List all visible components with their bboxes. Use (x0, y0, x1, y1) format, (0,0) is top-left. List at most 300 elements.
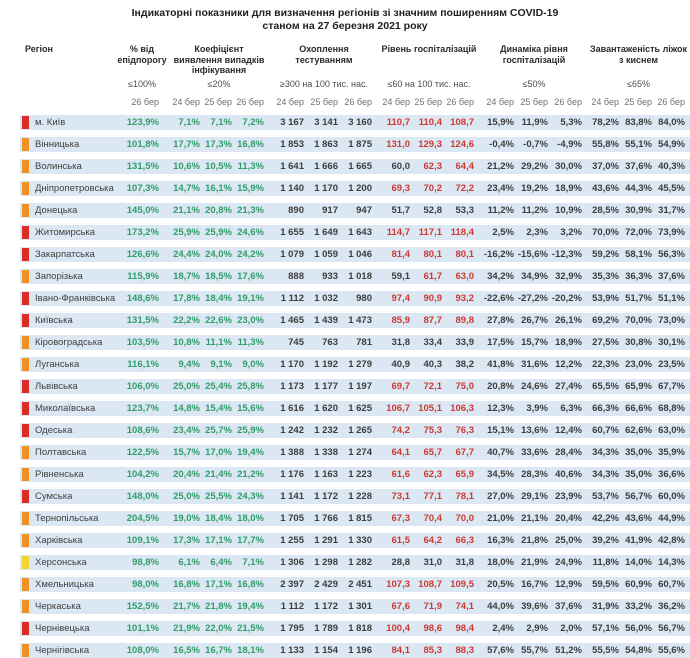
hospitalization-dynamics-value: 10,9% (555, 204, 582, 216)
hospitalization-rate-value: 81,4 (391, 248, 410, 260)
region-name: Донецька (35, 204, 78, 216)
hospitalization-dynamics-value: 20,5% (487, 578, 514, 590)
hospitalization-rate-value: 77,1 (423, 490, 442, 502)
detection-coefficient-value: 24,0% (205, 248, 232, 260)
detection-coefficient-value: 24,2% (237, 248, 264, 260)
table-row (20, 489, 690, 504)
table-row (20, 137, 690, 152)
hospitalization-dynamics-value: 21,1% (521, 512, 548, 524)
hospitalization-rate-value: 51,7 (391, 204, 410, 216)
oxygen-beds-occupancy-value: 84,0% (658, 116, 685, 128)
hospitalization-rate-value: 107,3 (386, 578, 410, 590)
hospitalization-dynamics-value: 12,4% (555, 424, 582, 436)
hospitalization-rate-value: 124,6 (450, 138, 474, 150)
testing-coverage-value: 1 655 (280, 226, 304, 238)
table-row (20, 401, 690, 416)
epidemic-threshold-value: 101,8% (126, 138, 159, 150)
hospitalization-rate-value: 64,1 (391, 446, 410, 458)
table-row (20, 621, 690, 636)
region-name: Миколаївська (35, 402, 96, 414)
detection-coefficient-value: 15,6% (237, 402, 264, 414)
hospitalization-dynamics-value: 32,9% (555, 270, 582, 282)
oxygen-beds-occupancy-value: 30,9% (625, 204, 652, 216)
table-row (20, 379, 690, 394)
oxygen-beds-occupancy-value: 14,0% (625, 556, 652, 568)
region-name: Вінницька (35, 138, 80, 150)
region-name: Сумська (35, 490, 73, 502)
testing-coverage-value: 745 (288, 336, 304, 348)
oxygen-beds-occupancy-value: 30,1% (658, 336, 685, 348)
hospitalization-dynamics-value: 37,6% (555, 600, 582, 612)
testing-coverage-value: 3 167 (280, 116, 304, 128)
detection-coefficient-value: 16,8% (237, 578, 264, 590)
hospitalization-dynamics-value: 33,6% (521, 446, 548, 458)
table-header (0, 44, 690, 107)
table-row (20, 313, 690, 328)
detection-coefficient-value: 18,4% (205, 512, 232, 524)
detection-coefficient-value: 15,4% (205, 402, 232, 414)
testing-coverage-value: 917 (322, 204, 338, 216)
column-header-testing-coverage: Охоплення тестуванням (295, 44, 353, 65)
date-column-header: 24 бер (276, 96, 304, 107)
hospitalization-rate-value: 61,7 (423, 270, 442, 282)
epidemic-threshold-value: 152,5% (126, 600, 159, 612)
region-risk-marker-orange (22, 270, 29, 283)
page-title-line1: Індикаторні показники для визначення регіонів зі значним поширенням COVID-19 (131, 7, 559, 19)
detection-coefficient-value: 24,4% (173, 248, 200, 260)
hospitalization-rate-value: 38,2 (455, 358, 474, 370)
epidemic-threshold-value: 108,0% (126, 644, 159, 656)
hospitalization-dynamics-value: 18,9% (555, 182, 582, 194)
hospitalization-rate-value: 87,7 (423, 314, 442, 326)
testing-coverage-value: 1 766 (314, 512, 338, 524)
detection-coefficient-value: 7,2% (242, 116, 264, 128)
hospitalization-rate-value: 84,1 (391, 644, 410, 656)
testing-coverage-value: 1 170 (280, 358, 304, 370)
detection-coefficient-value: 21,2% (237, 468, 264, 480)
testing-coverage-value: 890 (288, 204, 304, 216)
testing-coverage-value: 1 274 (348, 446, 372, 458)
epidemic-threshold-value: 148,0% (126, 490, 159, 502)
detection-coefficient-value: 17,1% (205, 534, 232, 546)
testing-coverage-value: 1 473 (348, 314, 372, 326)
detection-coefficient-value: 24,3% (237, 490, 264, 502)
testing-coverage-value: 1 172 (314, 600, 338, 612)
hospitalization-rate-value: 64,2 (423, 534, 442, 546)
region-risk-marker-orange (22, 204, 29, 217)
testing-coverage-value: 1 112 (280, 292, 304, 304)
hospitalization-rate-value: 61,6 (391, 468, 410, 480)
region-risk-marker-orange (22, 336, 29, 349)
testing-coverage-value: 1 705 (280, 512, 304, 524)
testing-coverage-value: 1 141 (280, 490, 304, 502)
detection-coefficient-value: 17,3% (173, 534, 200, 546)
hospitalization-dynamics-value: 20,8% (487, 380, 514, 392)
hospitalization-rate-value: 28,8 (391, 556, 410, 568)
epidemic-threshold-value: 108,6% (126, 424, 159, 436)
detection-coefficient-value: 25,9% (237, 424, 264, 436)
testing-coverage-value: 763 (322, 336, 338, 348)
page-title-line2: станом на 27 березня 2021 року (262, 20, 428, 32)
detection-coefficient-value: 17,8% (173, 292, 200, 304)
hospitalization-dynamics-value: 28,3% (521, 468, 548, 480)
oxygen-beds-occupancy-value: 31,9% (592, 600, 619, 612)
oxygen-beds-occupancy-value: 59,5% (592, 578, 619, 590)
testing-coverage-value: 2 451 (348, 578, 372, 590)
table-row (20, 511, 690, 526)
detection-coefficient-value: 6,4% (210, 556, 232, 568)
oxygen-beds-occupancy-value: 22,3% (592, 358, 619, 370)
region-name: Черкаська (35, 600, 81, 612)
oxygen-beds-occupancy-value: 57,1% (592, 622, 619, 634)
detection-coefficient-value: 25,7% (205, 424, 232, 436)
oxygen-beds-occupancy-value: 60,7% (592, 424, 619, 436)
testing-coverage-value: 888 (288, 270, 304, 282)
hospitalization-dynamics-value: 25,0% (555, 534, 582, 546)
hospitalization-rate-value: 131,0 (386, 138, 410, 150)
oxygen-beds-occupancy-value: 23,0% (625, 358, 652, 370)
region-name: Кіровоградська (35, 336, 103, 348)
table-body (0, 115, 690, 658)
detection-coefficient-value: 19,1% (237, 292, 264, 304)
testing-coverage-value: 1 223 (348, 468, 372, 480)
hospitalization-rate-value: 90,9 (423, 292, 442, 304)
hospitalization-dynamics-value: 12,2% (555, 358, 582, 370)
region-name: Полтавська (35, 446, 87, 458)
hospitalization-rate-value: 110,4 (418, 116, 442, 128)
hospitalization-rate-value: 69,3 (391, 182, 410, 194)
oxygen-beds-occupancy-value: 66,3% (592, 402, 619, 414)
hospitalization-rate-value: 85,9 (391, 314, 410, 326)
testing-coverage-value: 1 173 (280, 380, 304, 392)
detection-coefficient-value: 25,9% (205, 226, 232, 238)
detection-coefficient-value: 21,7% (173, 600, 200, 612)
hospitalization-dynamics-value: -22,6% (483, 292, 514, 304)
epidemic-threshold-value: 123,7% (126, 402, 159, 414)
hospitalization-dynamics-value: 31,6% (521, 358, 548, 370)
table-row (20, 467, 690, 482)
hospitalization-dynamics-value: -4,9% (557, 138, 582, 150)
region-risk-marker-orange (22, 446, 29, 459)
column-header-hospitalization-dynamics: Динаміка рівня госпіталізацій (500, 44, 568, 65)
hospitalization-dynamics-value: 2,9% (526, 622, 548, 634)
hospitalization-rate-value: 62,3 (423, 468, 442, 480)
table-row (20, 181, 690, 196)
oxygen-beds-occupancy-value: 30,8% (625, 336, 652, 348)
hospitalization-dynamics-value: 16,3% (487, 534, 514, 546)
detection-coefficient-value: 19,0% (173, 512, 200, 524)
epidemic-threshold-value: 126,6% (126, 248, 159, 260)
hospitalization-rate-value: 33,9 (455, 336, 474, 348)
detection-coefficient-value: 9,4% (178, 358, 200, 370)
testing-coverage-value: 1 338 (314, 446, 338, 458)
hospitalization-rate-value: 66,3 (455, 534, 474, 546)
hospitalization-dynamics-value: 26,7% (521, 314, 548, 326)
region-risk-marker-orange (22, 468, 29, 481)
table-row (20, 357, 690, 372)
detection-coefficient-value: 7,1% (210, 116, 232, 128)
region-risk-marker-orange (22, 644, 29, 657)
detection-coefficient-value: 11,3% (237, 160, 264, 172)
column-header-detection-coefficient: Коефіцієнт виявлення випадків інфікування (173, 44, 265, 75)
testing-coverage-value: 1 255 (280, 534, 304, 546)
region-name: Тернопільська (35, 512, 99, 524)
column-header-oxygen-beds: Завантаженість ліжок з киснем (590, 44, 687, 65)
table-row (20, 335, 690, 350)
hospitalization-rate-value: 52,8 (423, 204, 442, 216)
testing-coverage-value: 980 (356, 292, 372, 304)
hospitalization-rate-value: 62,3 (423, 160, 442, 172)
testing-coverage-value: 933 (322, 270, 338, 282)
hospitalization-dynamics-value: 16,7% (521, 578, 548, 590)
hospitalization-dynamics-value: 17,5% (487, 336, 514, 348)
region-name: Одеська (35, 424, 73, 436)
date-column-header: 24 бер (591, 96, 619, 107)
region-risk-marker-red (22, 292, 29, 305)
oxygen-beds-occupancy-value: 55,8% (592, 138, 619, 150)
testing-coverage-value: 1 795 (280, 622, 304, 634)
region-name: Запорізька (35, 270, 83, 282)
table-row (20, 555, 690, 570)
detection-coefficient-value: 11,3% (237, 336, 264, 348)
hospitalization-dynamics-value: 39,6% (521, 600, 548, 612)
region-name: Луганська (35, 358, 80, 370)
region-risk-marker-orange (22, 182, 29, 195)
testing-coverage-value: 1 863 (314, 138, 338, 150)
hospitalization-rate-value: 33,4 (423, 336, 442, 348)
detection-coefficient-value: 10,5% (205, 160, 232, 172)
detection-coefficient-value: 14,8% (173, 402, 200, 414)
hospitalization-rate-value: 53,3 (455, 204, 474, 216)
epidemic-threshold-value: 116,1% (127, 358, 159, 370)
detection-coefficient-value: 16,8% (237, 138, 264, 150)
testing-coverage-value: 1 172 (314, 490, 338, 502)
epidemic-threshold-value: 115,9% (127, 270, 159, 282)
epidemic-threshold-value: 131,5% (126, 160, 159, 172)
oxygen-beds-occupancy-value: 27,5% (592, 336, 619, 348)
hospitalization-rate-value: 98,6 (423, 622, 442, 634)
oxygen-beds-occupancy-value: 55,1% (625, 138, 652, 150)
testing-coverage-value: 1 291 (314, 534, 338, 546)
hospitalization-rate-value: 64,4 (455, 160, 474, 172)
region-name: Івано-Франківська (35, 292, 116, 304)
testing-coverage-value: 1 032 (314, 292, 338, 304)
hospitalization-rate-value: 129,3 (418, 138, 442, 150)
hospitalization-rate-value: 67,6 (391, 600, 410, 612)
testing-coverage-value: 1 306 (280, 556, 304, 568)
hospitalization-rate-value: 75,0 (455, 380, 474, 392)
region-risk-marker-orange (22, 138, 29, 151)
region-risk-marker-red (22, 424, 29, 437)
date-column-header: 24 бер (486, 96, 514, 107)
testing-coverage-value: 1 242 (280, 424, 304, 436)
testing-coverage-value: 1 282 (348, 556, 372, 568)
detection-coefficient-value: 19,4% (237, 446, 264, 458)
hospitalization-dynamics-value: 11,9% (521, 116, 548, 128)
hospitalization-dynamics-value: 12,3% (487, 402, 514, 414)
region-risk-marker-red (22, 226, 29, 239)
detection-coefficient-value: 25,9% (173, 226, 200, 238)
testing-coverage-value: 1 232 (314, 424, 338, 436)
hospitalization-dynamics-value: 57,6% (487, 644, 514, 656)
oxygen-beds-occupancy-value: 37,6% (625, 160, 652, 172)
testing-coverage-value: 1 388 (280, 446, 304, 458)
detection-coefficient-value: 25,4% (205, 380, 232, 392)
hospitalization-dynamics-value: 21,2% (487, 160, 514, 172)
testing-coverage-value: 1 079 (280, 248, 304, 260)
header-names-row (20, 44, 690, 76)
oxygen-beds-occupancy-value: 43,6% (592, 182, 619, 194)
hospitalization-dynamics-value: 18,0% (487, 556, 514, 568)
hospitalization-dynamics-value: -0,7% (523, 138, 548, 150)
hospitalization-rate-value: 40,9 (391, 358, 410, 370)
region-risk-marker-orange (22, 534, 29, 547)
hospitalization-dynamics-value: 15,1% (487, 424, 514, 436)
hospitalization-rate-value: 60,0 (391, 160, 410, 172)
hospitalization-rate-value: 108,7 (418, 578, 442, 590)
date-column-header: 25 бер (414, 96, 442, 107)
detection-coefficient-value: 20,4% (173, 468, 200, 480)
testing-coverage-value: 1 620 (314, 402, 338, 414)
testing-coverage-value: 1 197 (348, 380, 372, 392)
hospitalization-dynamics-value: 34,2% (487, 270, 514, 282)
threshold-hospitalization: ≤60 на 100 тис. нас. (387, 78, 471, 89)
hospitalization-rate-value: 85,3 (423, 644, 442, 656)
hospitalization-dynamics-value: 13,6% (521, 424, 548, 436)
oxygen-beds-occupancy-value: 37,0% (592, 160, 619, 172)
hospitalization-dynamics-value: 5,3% (560, 116, 582, 128)
hospitalization-dynamics-value: 27,4% (555, 380, 582, 392)
testing-coverage-value: 1 649 (314, 226, 338, 238)
hospitalization-dynamics-value: 26,1% (555, 314, 582, 326)
column-header-epidemic-threshold: % від епідпорогу (117, 44, 167, 65)
region-risk-marker-orange (22, 358, 29, 371)
oxygen-beds-occupancy-value: 28,5% (592, 204, 619, 216)
hospitalization-rate-value: 70,4 (423, 512, 442, 524)
testing-coverage-value: 1 177 (314, 380, 338, 392)
hospitalization-rate-value: 31,0 (423, 556, 442, 568)
oxygen-beds-occupancy-value: 56,3% (658, 248, 685, 260)
header-dates-row (20, 97, 690, 107)
testing-coverage-value: 3 160 (348, 116, 372, 128)
detection-coefficient-value: 16,5% (173, 644, 200, 656)
hospitalization-dynamics-value: 34,9% (521, 270, 548, 282)
hospitalization-rate-value: 75,3 (423, 424, 442, 436)
hospitalization-rate-value: 100,4 (386, 622, 410, 634)
oxygen-beds-occupancy-value: 36,2% (658, 600, 685, 612)
oxygen-beds-occupancy-value: 36,3% (625, 270, 652, 282)
epidemic-threshold-value: 104,2% (126, 468, 159, 480)
oxygen-beds-occupancy-value: 53,7% (592, 490, 619, 502)
hospitalization-dynamics-value: 24,6% (521, 380, 548, 392)
hospitalization-dynamics-value: 28,4% (555, 446, 582, 458)
testing-coverage-value: 1 196 (348, 644, 372, 656)
hospitalization-dynamics-value: -20,2% (551, 292, 582, 304)
oxygen-beds-occupancy-value: 56,0% (625, 622, 652, 634)
testing-coverage-value: 947 (356, 204, 372, 216)
column-header-hospitalization-rate: Рівень госпіталізацій (381, 44, 477, 54)
table-row (20, 533, 690, 548)
threshold-dynamics: ≤50% (522, 78, 546, 89)
detection-coefficient-value: 14,7% (173, 182, 200, 194)
detection-coefficient-value: 17,7% (237, 534, 264, 546)
epidemic-threshold-value: 131,5% (126, 314, 159, 326)
hospitalization-rate-value: 40,3 (423, 358, 442, 370)
oxygen-beds-occupancy-value: 59,2% (592, 248, 619, 260)
hospitalization-dynamics-value: 23,9% (555, 490, 582, 502)
detection-coefficient-value: 10,6% (173, 160, 200, 172)
hospitalization-rate-value: 110,7 (386, 116, 410, 128)
hospitalization-dynamics-value: -16,2% (483, 248, 514, 260)
hospitalization-dynamics-value: 27,8% (487, 314, 514, 326)
hospitalization-rate-value: 70,2 (423, 182, 442, 194)
detection-coefficient-value: 22,0% (205, 622, 232, 634)
epidemic-threshold-value: 145,0% (126, 204, 159, 216)
testing-coverage-value: 781 (356, 336, 372, 348)
hospitalization-dynamics-value: 21,0% (487, 512, 514, 524)
oxygen-beds-occupancy-value: 69,2% (592, 314, 619, 326)
oxygen-beds-occupancy-value: 34,3% (592, 446, 619, 458)
hospitalization-dynamics-value: 11,2% (487, 204, 514, 216)
hospitalization-dynamics-value: -15,6% (517, 248, 548, 260)
detection-coefficient-value: 17,0% (205, 446, 232, 458)
oxygen-beds-occupancy-value: 72,0% (625, 226, 652, 238)
oxygen-beds-occupancy-value: 55,6% (658, 644, 685, 656)
hospitalization-dynamics-value: 6,3% (560, 402, 582, 414)
hospitalization-dynamics-value: 40,7% (487, 446, 514, 458)
region-risk-marker-red (22, 380, 29, 393)
testing-coverage-value: 1 059 (314, 248, 338, 260)
hospitalization-dynamics-value: 40,6% (555, 468, 582, 480)
date-column-header: 26 бер (657, 96, 685, 107)
oxygen-beds-occupancy-value: 83,8% (625, 116, 652, 128)
oxygen-beds-occupancy-value: 35,0% (625, 468, 652, 480)
hospitalization-rate-value: 76,3 (455, 424, 474, 436)
hospitalization-dynamics-value: 23,4% (487, 182, 514, 194)
testing-coverage-value: 1 625 (348, 402, 372, 414)
testing-coverage-value: 1 192 (314, 358, 338, 370)
hospitalization-rate-value: 67,3 (391, 512, 410, 524)
date-column-header: 26 бер (236, 96, 264, 107)
hospitalization-rate-value: 71,9 (423, 600, 442, 612)
testing-coverage-value: 1 140 (280, 182, 304, 194)
oxygen-beds-occupancy-value: 78,2% (592, 116, 619, 128)
oxygen-beds-occupancy-value: 35,9% (658, 446, 685, 458)
detection-coefficient-value: 16,1% (205, 182, 232, 194)
oxygen-beds-occupancy-value: 55,5% (592, 644, 619, 656)
epidemic-threshold-value: 103,5% (126, 336, 159, 348)
region-risk-marker-orange (22, 578, 29, 591)
hospitalization-dynamics-value: 29,1% (521, 490, 548, 502)
hospitalization-dynamics-value: 2,5% (492, 226, 514, 238)
table-row (20, 225, 690, 240)
hospitalization-dynamics-value: 18,9% (555, 336, 582, 348)
testing-coverage-value: 1 818 (348, 622, 372, 634)
testing-coverage-value: 1 789 (314, 622, 338, 634)
region-risk-marker-red (22, 402, 29, 415)
detection-coefficient-value: 22,6% (205, 314, 232, 326)
region-risk-marker-red (22, 314, 29, 327)
table-row (20, 423, 690, 438)
hospitalization-dynamics-value: 21,9% (521, 556, 548, 568)
testing-coverage-value: 1 815 (348, 512, 372, 524)
region-risk-marker-orange (22, 512, 29, 525)
testing-coverage-value: 1 301 (348, 600, 372, 612)
testing-coverage-value: 1 439 (314, 314, 338, 326)
oxygen-beds-occupancy-value: 42,8% (658, 534, 685, 546)
oxygen-beds-occupancy-value: 36,6% (658, 468, 685, 480)
date-column-header: 26 бер (554, 96, 582, 107)
